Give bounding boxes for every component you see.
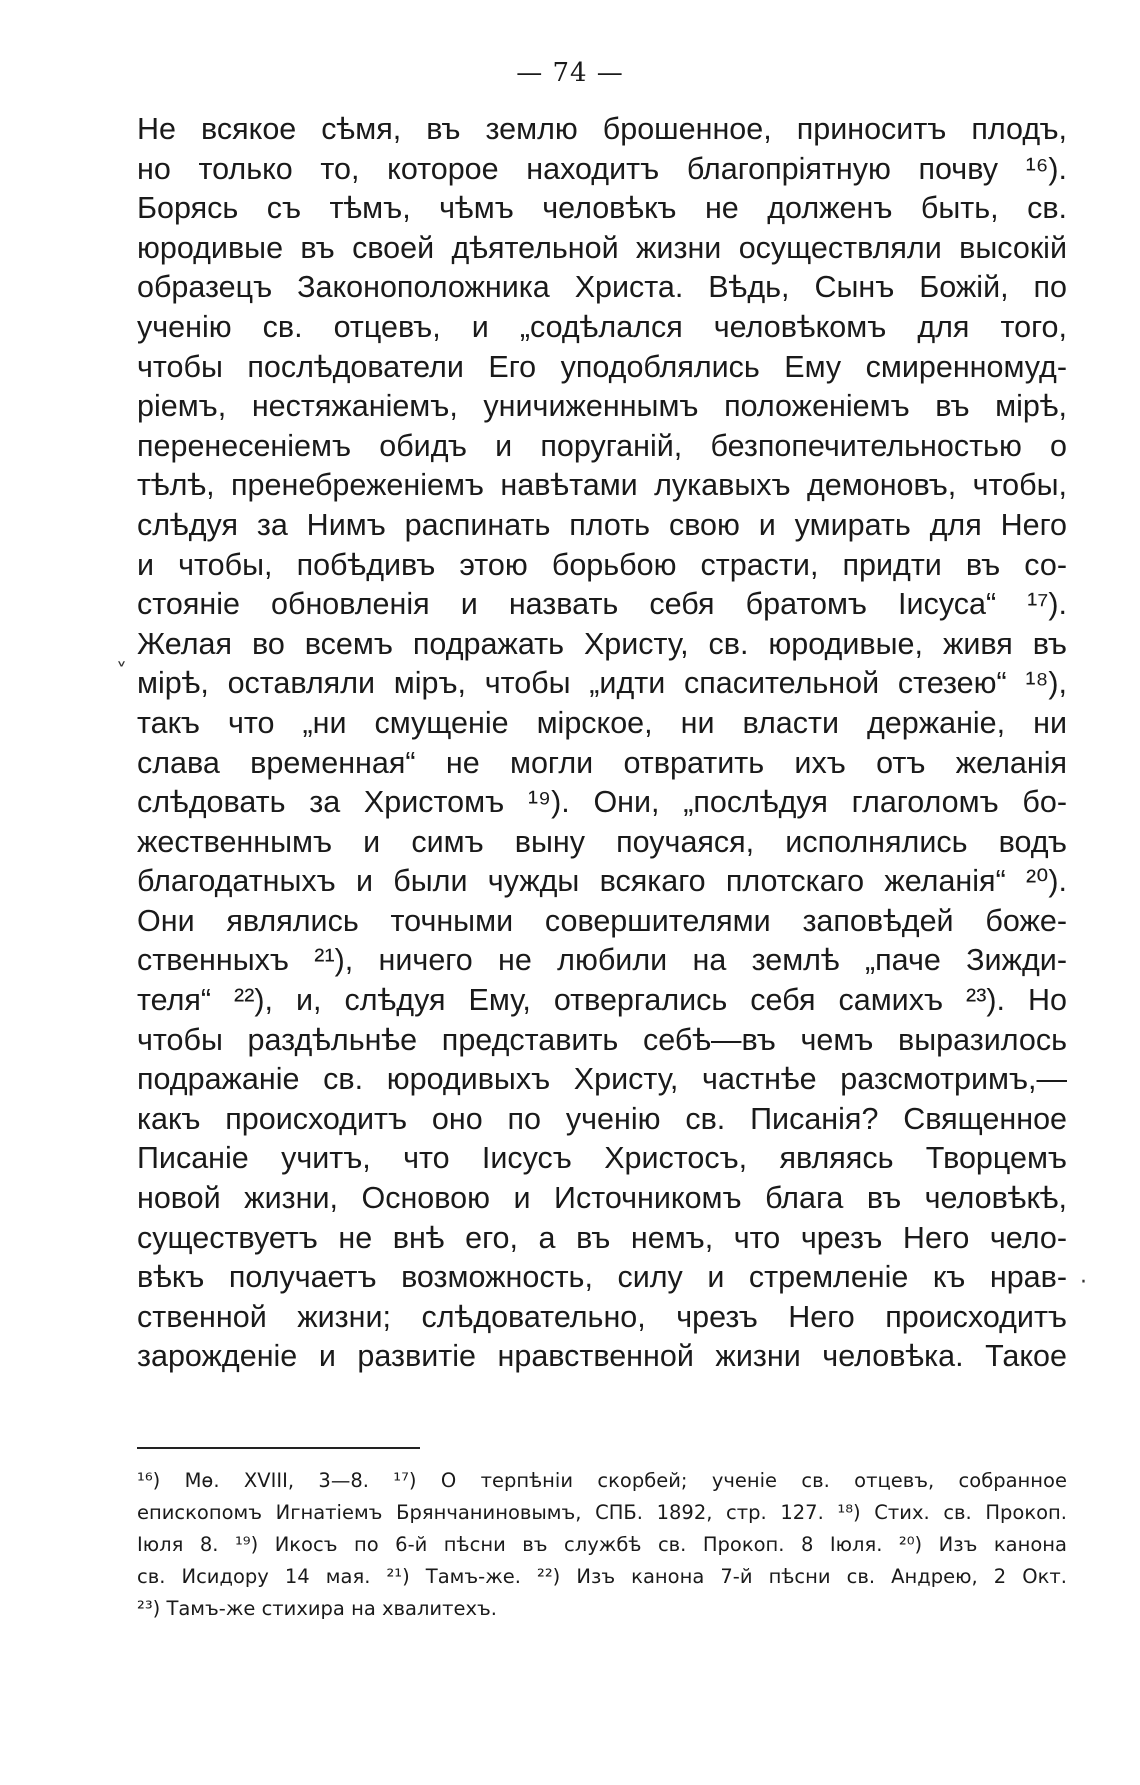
text-line: мірѣ, оставляли міръ, чтобы „идти спасительной стезею“ ¹⁸), — [137, 666, 1067, 701]
footnote-line: ²³) Тамъ-же стихира на хвалитехъ. — [137, 1597, 497, 1620]
footnote-divider — [137, 1447, 420, 1449]
text-line: чтобы раздѣльнѣе представить себѣ—въ чемъ выразилось — [137, 1022, 1067, 1057]
text-line: но только то, которое находитъ благопріятную почву ¹⁶). — [137, 151, 1067, 186]
text-line: Не всякое сѣмя, въ землю брошенное, приноситъ плодъ, — [137, 112, 1067, 146]
text-line: чтобы послѣдователи Его уподоблялись Ему смиренномуд- — [137, 349, 1067, 384]
text-line: ріемъ, нестяжаніемъ, уничиженнымъ положеніемъ въ мірѣ, — [137, 389, 1067, 424]
text-line: слава временная“ не могли отвратить ихъ отъ желанія — [137, 745, 1067, 780]
text-line: вѣкъ получаетъ возможность, силу и стремленіе къ нрав- — [137, 1260, 1067, 1295]
footnote-line: св. Исидору 14 мая. ²¹) Тамъ-же. ²²) Изъ канона 7-й пѣсни св. Андрею, 2 Окт. — [137, 1565, 1067, 1588]
text-line: стояніе обновленія и назвать себя братомъ Іисуса“ ¹⁷). — [137, 587, 1067, 622]
text-line: существуетъ не внѣ его, а въ немъ, что чрезъ Него чело- — [137, 1220, 1067, 1255]
text-line: и чтобы, побѣдивъ этою борьбою страсти, придти въ со- — [137, 547, 1067, 582]
text-line: какъ происходитъ оно по ученію св. Писанія? Священное — [137, 1101, 1067, 1136]
text-line: тѣлѣ, пренебреженіемъ навѣтами лукавыхъ демоновъ, чтобы, — [137, 468, 1067, 503]
text-line: Они являлись точными совершителями заповѣдей боже- — [137, 903, 1067, 938]
text-line: благодатныхъ и были чужды всякаго плотскаго желанія“ ²⁰). — [137, 864, 1067, 899]
text-line: образецъ Законоположника Христа. Вѣдь, Сынъ Божій, по — [137, 270, 1067, 305]
text-line: Желая во всемъ подражать Христу, св. юродивые, живя въ — [137, 626, 1067, 661]
margin-tick-mark: ˅ — [116, 660, 127, 685]
text-line: слѣдовать за Христомъ ¹⁹). Они, „послѣдуя глаголомъ бо- — [137, 785, 1067, 820]
footnote-line: епископомъ Игнатіемъ Брянчаниновымъ, СПБ. 1892, стр. 127. ¹⁸) Стих. св. Прокоп. — [137, 1501, 1067, 1524]
text-line: ственныхъ ²¹), ничего не любили на землѣ „паче Зижди- — [137, 943, 1067, 978]
footnote-line: ¹⁶) Мѳ. XVIII, 3—8. ¹⁷) О терпѣніи скорбей; ученіе св. отцевъ, собранное — [137, 1469, 1067, 1492]
text-line: такъ что „ни смущеніе мірское, ни власти держаніе, ни — [137, 705, 1067, 740]
page-number: — 74 — — [516, 58, 624, 88]
text-line: жественнымъ и симъ выну поучаяся, исполнялись водъ — [137, 824, 1067, 859]
text-line: новой жизни, Основою и Источникомъ блага въ человѣкѣ, — [137, 1181, 1067, 1216]
margin-dot-mark: · — [1080, 1270, 1087, 1295]
text-line: Борясь съ тѣмъ, чѣмъ человѣкъ не долженъ быть, св. — [137, 191, 1067, 226]
footnotes — [137, 1465, 1067, 1625]
text-line: ученію св. отцевъ, и „содѣлался человѣкомъ для того, — [137, 309, 1067, 344]
text-line: зарожденіе и развитіе нравственной жизни человѣка. Такое — [137, 1339, 1067, 1374]
text-line: перенесеніемъ обидъ и поруганій, безпопечительностью о — [137, 428, 1067, 463]
text-line: слѣдуя за Нимъ распинать плоть свою и умирать для Него — [137, 507, 1067, 542]
footnote-line: Іюля 8. ¹⁹) Икосъ по 6-й пѣсни въ службѣ св. Прокоп. 8 Іюля. ²⁰) Изъ канона — [137, 1533, 1067, 1556]
text-line: теля“ ²²), и, слѣдуя Ему, отвергались себя самихъ ²³). Но — [137, 983, 1067, 1018]
text-line: подражаніе св. юродивыхъ Христу, частнѣе разсмотримъ,— — [137, 1062, 1067, 1097]
text-line: Писаніе учитъ, что Іисусъ Христосъ, являясь Творцемъ — [137, 1141, 1067, 1176]
text-line: ственной жизни; слѣдовательно, чрезъ Него происходитъ — [137, 1299, 1067, 1334]
body-text — [137, 110, 1067, 1377]
text-line: юродивые въ своей дѣятельной жизни осуществляли высокій — [137, 230, 1067, 265]
